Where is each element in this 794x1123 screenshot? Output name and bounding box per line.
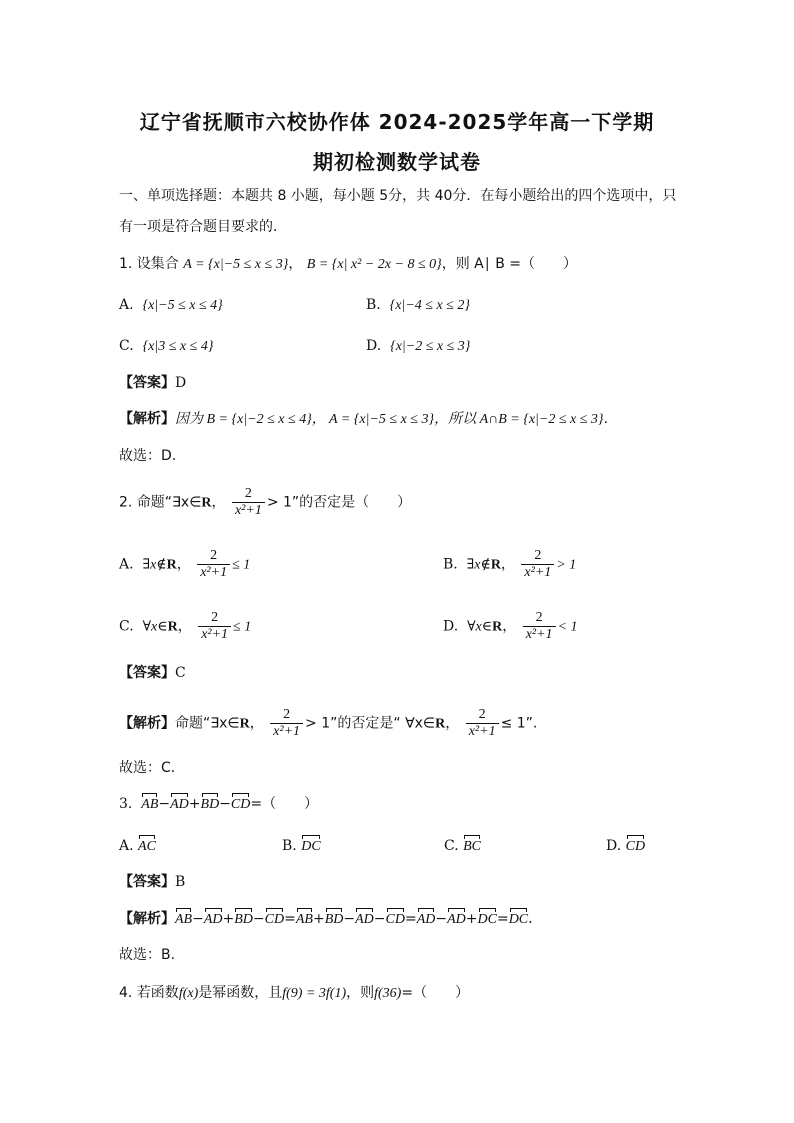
q2-fraction: $\frac{2}{\text{x²+1}}$ xyxy=(232,486,265,519)
vector-term: BD xyxy=(325,910,344,930)
q3-option-d: D. CD xyxy=(606,836,645,857)
operator: − xyxy=(252,911,265,927)
vector-term: AD xyxy=(355,910,374,930)
operator: + xyxy=(312,911,325,927)
q3-choice: 故选：B. xyxy=(119,947,176,963)
question-2: 2. 命题“∃x∈R， $\frac{2}{\text{x²+1}}$ > 1”的否定是（ ） xyxy=(119,486,412,518)
title-line-2: 期初检测数学试卷 xyxy=(313,150,481,174)
set-a: A = {x|−5 ≤ x ≤ 3} xyxy=(183,257,289,272)
section-instructions-1: 一、单项选择题：本题共 8 小题，每小题 5分，共 40分．在每小题给出的四个选项中，只 xyxy=(119,188,677,204)
question-3: 3. AB−AD+BD−CD=（ ） xyxy=(119,794,318,815)
q3-answer: 【答案】B xyxy=(119,874,186,890)
vector-term: AD xyxy=(417,910,436,930)
operator: − xyxy=(435,911,448,927)
vector-term: AD xyxy=(204,910,223,930)
vector-term: AB xyxy=(296,910,313,930)
section-instructions-2: 有一项是符合题目要求的． xyxy=(119,219,287,235)
q3-option-a: A. AC xyxy=(119,836,156,857)
q2-answer: 【答案】C xyxy=(119,665,186,681)
operator: = xyxy=(496,911,509,927)
vector-term: DC xyxy=(478,910,497,930)
set-b: B = {x| x² − 2x − 8 ≤ 0} xyxy=(306,257,442,272)
q1-answer: 【答案】D xyxy=(119,375,187,391)
q2-option-d: D. ∀x∈R， $\frac{2}{\text{x²+1}}$ < 1 xyxy=(443,610,578,642)
question-1: 1. 设集合 A = {x|−5 ≤ x ≤ 3}， B = {x| x² − 2x − 8 ≤ 0}，则 A∣ B =（ ） xyxy=(119,256,577,272)
vector-term: AD xyxy=(447,910,466,930)
operator: − xyxy=(192,911,204,927)
operator: − xyxy=(343,911,356,927)
operator: = xyxy=(404,911,417,927)
q3-option-b: B. DC xyxy=(282,836,321,857)
q2-choice: 故选：C． xyxy=(119,760,185,776)
q1-option-b: B. {x|−4 ≤ x ≤ 2} xyxy=(366,297,470,313)
q1-choice: 故选：D. xyxy=(119,448,177,464)
q2-option-b: B. ∃x∉R， $\frac{2}{\text{x²+1}}$ > 1 xyxy=(443,548,577,580)
vector-term: DC xyxy=(509,910,528,930)
question-4: 4. 若函数f(x)是幂函数，且f(9) = 3f(1)，则f(36)=（ ） xyxy=(119,985,470,1001)
q1-option-d: D. {x|−2 ≤ x ≤ 3} xyxy=(366,338,471,354)
vector-term: CD xyxy=(265,910,284,930)
operator: = xyxy=(284,911,296,927)
q1-option-a: A. {x|−5 ≤ x ≤ 4} xyxy=(119,297,223,313)
operator: − xyxy=(373,911,386,927)
q3-option-c: C. BC xyxy=(444,836,481,857)
vector-term: CD xyxy=(386,910,405,930)
q1-analysis: 【解析】因为 B = {x|−2 ≤ x ≤ 4}， A = {x|−5 ≤ x ≤ 3}，所以 A∩B = {x|−2 ≤ x ≤ 3}． xyxy=(119,411,618,427)
q2-option-c: C. ∀x∈R， $\frac{2}{\text{x²+1}}$ ≤ 1 xyxy=(119,610,252,642)
vector-term: AB xyxy=(175,910,192,930)
vector-term: BD xyxy=(234,910,253,930)
q2-analysis: 【解析】命题“∃x∈R， $\frac{2}{\text{x²+1}}$ > 1”的否定是“ ∀x∈R， $\frac{2}{\text{x²+1}}$ ≤ 1”. xyxy=(119,707,538,739)
q1-option-c: C. {x|3 ≤ x ≤ 4} xyxy=(119,338,214,354)
operator: + xyxy=(222,911,235,927)
title-line-1: 辽宁省抚顺市六校协作体 2024-2025学年高一下学期 xyxy=(139,110,655,134)
q2-option-a: A. ∃x∉R， $\frac{2}{\text{x²+1}}$ ≤ 1 xyxy=(119,548,251,580)
q3-analysis: 【解析】AB−AD+BD−CD=AB+BD−AD−CD=AD−AD+DC=DC． xyxy=(119,909,542,930)
operator: + xyxy=(465,911,478,927)
